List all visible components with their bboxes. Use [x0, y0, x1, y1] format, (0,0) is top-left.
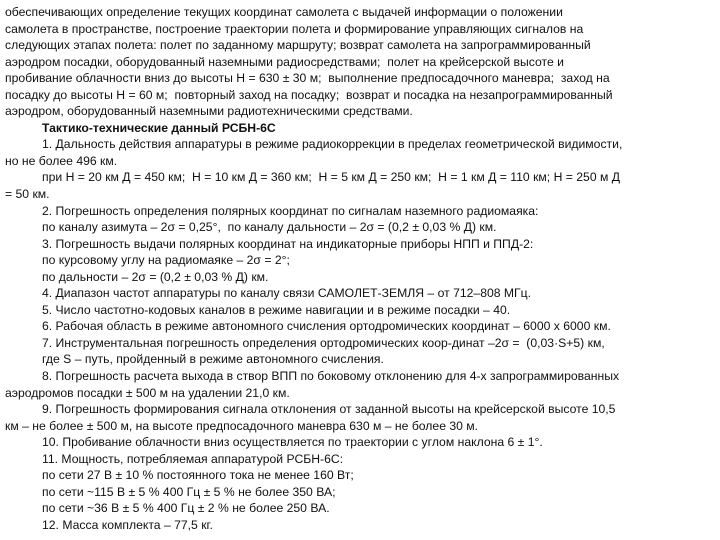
text-line: 5. Число частотно-кодовых каналов в режиме навигации и в режиме посадки – 40. — [42, 302, 511, 317]
text-line: 11. Мощность, потребляемая аппаратурой РСБН-6С: — [42, 451, 344, 466]
text-line: аэродром посадки, оборудованный наземными радиосредствами; полет на крейсерской высоте и — [5, 54, 564, 69]
text-line: 6. Рабочая область в режиме автономного счисления ортодромических координат – 6000 х 6000 км. — [42, 319, 611, 334]
text-line: но не более 496 км. — [5, 153, 118, 168]
document-text — [5, 0, 717, 534]
text-line: 7. Инструментальная погрешность определения ортодромических коор-динат –2σ = (0,03·S+5) км, — [42, 335, 605, 350]
text-line: по каналу азимута – 2σ = 0,25°, по каналу дальности – 2σ = (0,2 ± 0,03 % Д) км. — [42, 220, 497, 235]
text-line: по сети ~36 В ± 5 % 400 Гц ± 2 % не более 250 ВА. — [42, 501, 330, 516]
section-heading: Тактико-технические данный РСБН-6С — [42, 120, 276, 135]
text-line: по сети 27 В ± 10 % постоянного тока не менее 160 Вт; — [42, 468, 354, 483]
text-line: 12. Масса комплекта – 77,5 кг. — [42, 517, 213, 532]
text-line: самолета в пространстве, построение траектории полета и формирование управляющих сигналов на — [5, 21, 584, 36]
text-line: по курсовому углу на радиомаяке – 2σ = 2°; — [42, 253, 290, 268]
text-line: обеспечивающих определение текущих координат самолета с выдачей информации о положении — [5, 5, 563, 19]
text-line: пробивание облачности вниз до высоты Н = 630 ± 30 м; выполнение предпосадочного маневра; заход на — [5, 71, 610, 86]
text-line: = 50 км. — [5, 187, 50, 202]
text-line: 1. Дальность действия аппаратуры в режиме радиокоррекции в пределах геометрической видимости, — [42, 137, 623, 152]
text-line: 2. Погрешность определения полярных координат по сигналам наземного радиомаяка: — [42, 203, 539, 218]
text-line: 10. Пробивание облачности вниз осуществляется по траектории с углом наклона 6 ± 1°. — [42, 435, 543, 450]
text-line: 4. Диапазон частот аппаратуры по каналу связи САМОЛЕТ-ЗЕМЛЯ – от 712–808 МГц. — [42, 286, 532, 301]
text-line: при Н = 20 км Д = 450 км; Н = 10 км Д = 360 км; Н = 5 км Д = 250 км; Н = 1 км Д = 110 км; Н = 250 м Д — [42, 170, 621, 185]
text-line: аэродромов посадки ± 500 м на удалении 21,0 км. — [5, 385, 290, 400]
text-line: 3. Погрешность выдачи полярных координат на индикаторные приборы НПП и ППД-2: — [42, 236, 534, 251]
text-line: посадку до высоты Н = 60 м; повторный заход на посадку; возврат и посадка на незапрограммированный — [5, 87, 613, 102]
text-line: где S – путь, пройденный в режиме автономного счисления. — [42, 352, 384, 367]
text-line: по дальности – 2σ = (0,2 ± 0,03 % Д) км. — [42, 269, 269, 284]
text-line: по сети ~115 В ± 5 % 400 Гц ± 5 % не более 350 ВА; — [42, 484, 336, 499]
text-line: 9. Погрешность формирования сигнала отклонения от заданной высоты на крейсерской высоте 10,5 — [42, 402, 616, 417]
text-line: км – не более ± 500 м, на высоте предпосадочного маневра 630 м – не более 30 м. — [5, 418, 479, 433]
text-line: 8. Погрешность расчета выхода в створ ВПП по боковому отклонению для 4-х запрограммированных — [42, 369, 620, 384]
text-line: аэродром, оборудованный наземными радиотехническими средствами. — [5, 104, 413, 119]
text-line: следующих этапах полета: полет по заданному маршруту; возврат самолета на запрограммированный — [5, 38, 591, 53]
